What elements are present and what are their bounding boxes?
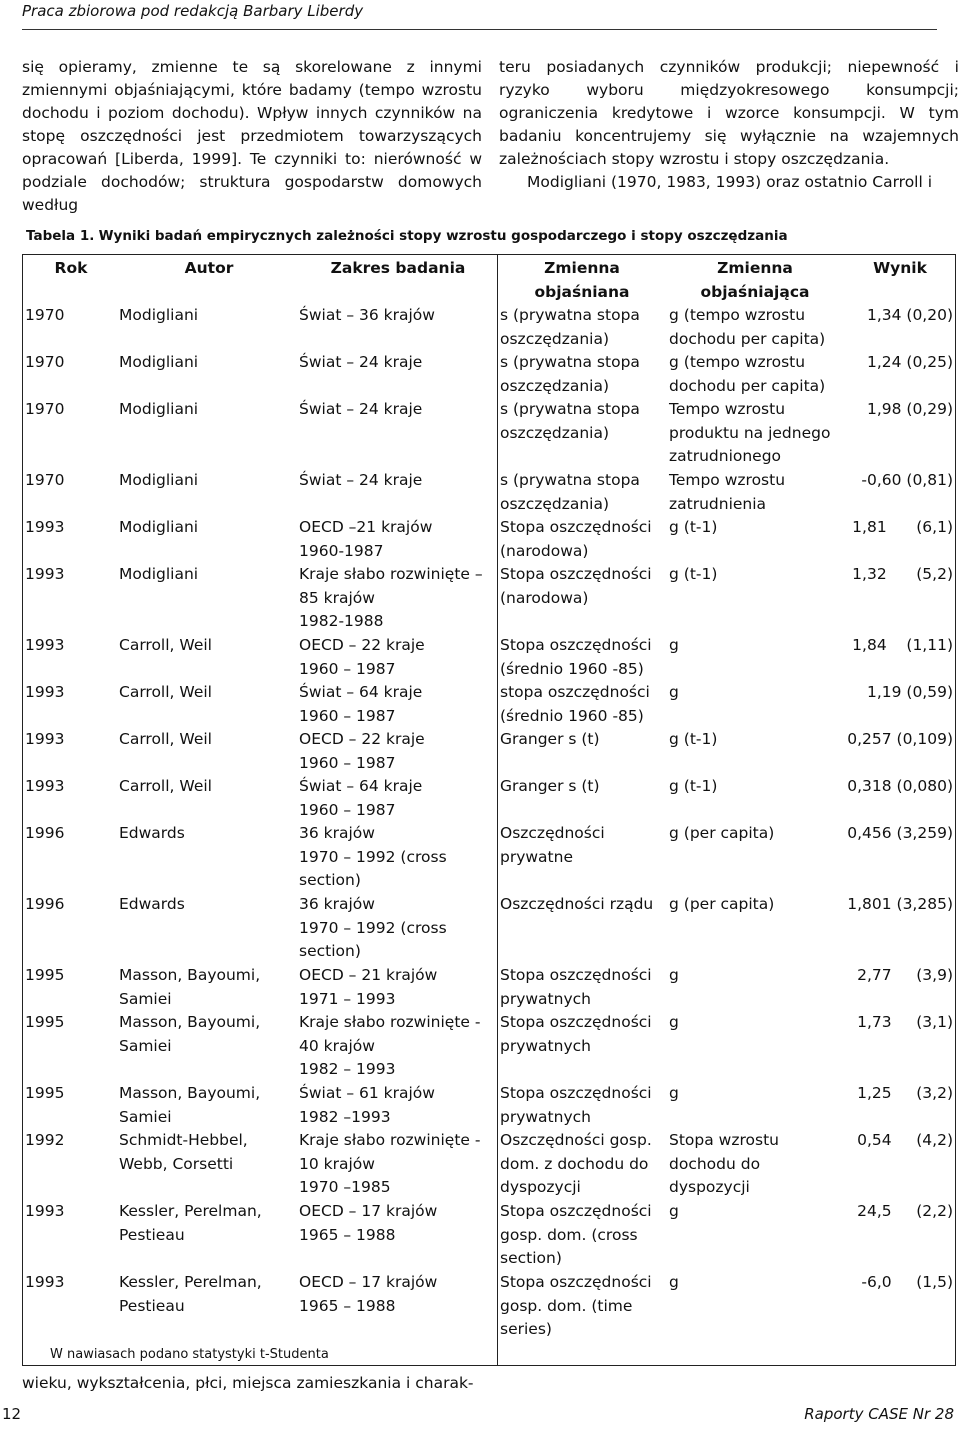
table-row (23, 1129, 957, 1200)
header-wynik: Wynik (873, 259, 927, 277)
cell-autor: Modigliani (119, 400, 199, 418)
cell-zmienna-objasniajaca: g (669, 966, 679, 984)
table-row (23, 775, 957, 822)
cell-rok: 1993 (25, 518, 65, 536)
cell-zakres: Świat – 61 krajów 1982 –1993 (299, 1084, 435, 1126)
cell-autor: Modigliani (119, 471, 199, 489)
cell-zakres: Świat – 24 kraje (299, 353, 423, 371)
publication-name: Raporty CASE Nr 28 (804, 1405, 954, 1423)
cell-zakres: Świat – 64 kraje 1960 – 1987 (299, 777, 423, 819)
cell-autor: Modigliani (119, 306, 199, 324)
cell-wynik: 1,34 (0,20) (866, 306, 953, 324)
cell-zakres: OECD –21 krajów 1960-1987 (299, 518, 433, 560)
cell-autor: Carroll, Weil (119, 730, 212, 748)
table-row (23, 728, 957, 775)
cell-rok: 1993 (25, 777, 65, 795)
cell-autor: Masson, Bayoumi, Samiei (119, 1084, 261, 1126)
cell-rok: 1993 (25, 636, 65, 654)
cell-autor: Kessler, Perelman, Pestieau (119, 1273, 262, 1315)
cell-zmienna-objasniana: Oszczędności rządu (500, 895, 654, 913)
cell-rok: 1993 (25, 565, 65, 583)
table-row (23, 469, 957, 516)
cell-zmienna-objasniana: s (prywatna stopa oszczędzania) (500, 306, 640, 348)
cell-rok: 1992 (25, 1131, 65, 1149)
cell-zakres: OECD – 22 kraje 1960 – 1987 (299, 636, 425, 678)
cell-rok: 1970 (25, 353, 65, 371)
cell-zmienna-objasniajaca: g (per capita) (669, 895, 775, 913)
cell-wynik: 0,257 (0,109) (847, 730, 953, 748)
cell-rok: 1993 (25, 1202, 65, 1220)
table-row (23, 1271, 957, 1342)
running-header (22, 0, 937, 30)
cell-zmienna-objasniana: Stopa oszczędności (średnio 1960 -85) (500, 636, 652, 678)
header-zmienna-objasniana: Zmienna objaśniana (534, 259, 630, 301)
cell-rok: 1995 (25, 1013, 65, 1031)
table-row (23, 634, 957, 681)
cell-zakres: OECD – 17 krajów 1965 – 1988 (299, 1273, 438, 1315)
cell-zmienna-objasniajaca: g (tempo wzrostu dochodu per capita) (669, 353, 826, 395)
cell-zmienna-objasniana: Oszczędności gosp. dom. z dochodu do dyspozycji (500, 1131, 652, 1196)
table-row (23, 1011, 957, 1082)
cell-rok: 1996 (25, 824, 65, 842)
table-row (23, 964, 957, 1011)
cell-rok: 1970 (25, 306, 65, 324)
left-column-text (22, 56, 482, 217)
cell-autor: Kessler, Perelman, Pestieau (119, 1202, 262, 1244)
cell-autor: Modigliani (119, 353, 199, 371)
table-row (23, 681, 957, 728)
cell-zakres: Świat – 24 kraje (299, 400, 423, 418)
table-body (23, 304, 957, 1342)
cell-rok: 1993 (25, 683, 65, 701)
cell-autor: Modigliani (119, 565, 199, 583)
cell-wynik: 1,19 (0,59) (866, 683, 953, 701)
table-row (23, 822, 957, 893)
cell-rok: 1970 (25, 400, 65, 418)
cell-wynik: 1,73 (3,1) (857, 1013, 953, 1031)
left-paragraph: się opieramy, zmienne te są skorelowane z innymi zmiennymi objaśniającymi, które badamy (tempo wzrostu dochodu i poziom dochodu). Wpływ innych czynników na stopę oszczędności jest przedmiotem towarzyszących opracowań [Liberda, 1999]. Te czynniki to: nierówność w podziale dochodów; struktura gospodarstw domowych według (22, 58, 482, 214)
cell-rok: 1970 (25, 471, 65, 489)
cell-zmienna-objasniana: Stopa oszczędności prywatnych (500, 1013, 652, 1055)
cell-zmienna-objasniajaca: g (per capita) (669, 824, 775, 842)
table-row (23, 351, 957, 398)
header-title: Praca zbiorowa pod redakcją Barbary Liberdy (22, 2, 364, 20)
cell-zmienna-objasniana: Stopa oszczędności prywatnych (500, 1084, 652, 1126)
cell-zakres: Kraje słabo rozwinięte - 10 krajów 1970 –1985 (299, 1131, 481, 1196)
cell-wynik: 1,84 (1,11) (852, 636, 953, 654)
right-paragraph-2: Modigliani (1970, 1983, 1993) oraz ostatnio Carroll i (527, 173, 933, 191)
cell-zmienna-objasniajaca: g (t-1) (669, 565, 718, 583)
cell-autor: Edwards (119, 824, 185, 842)
cell-wynik: 0,54 (4,2) (857, 1131, 953, 1149)
cell-autor: Masson, Bayoumi, Samiei (119, 966, 261, 1008)
cell-wynik: 1,25 (3,2) (857, 1084, 953, 1102)
cell-zmienna-objasniajaca: g (669, 1084, 679, 1102)
cell-zmienna-objasniana: s (prywatna stopa oszczędzania) (500, 353, 640, 395)
cell-rok: 1996 (25, 895, 65, 913)
cell-zakres: Kraje słabo rozwinięte – 85 krajów 1982-1988 (299, 565, 483, 630)
cell-zmienna-objasniajaca: g (669, 1013, 679, 1031)
cell-wynik: 1,32 (5,2) (852, 565, 953, 583)
cell-wynik: 1,81 (6,1) (852, 518, 953, 536)
cell-zmienna-objasniajaca: g (t-1) (669, 730, 718, 748)
cell-zmienna-objasniana: Granger s (t) (500, 730, 600, 748)
cell-zmienna-objasniajaca: Stopa wzrostu dochodu do dyspozycji (669, 1131, 779, 1196)
cell-zmienna-objasniana: Stopa oszczędności prywatnych (500, 966, 652, 1008)
cell-autor: Carroll, Weil (119, 777, 212, 795)
table-row (23, 893, 957, 964)
cell-zmienna-objasniajaca: g (tempo wzrostu dochodu per capita) (669, 306, 826, 348)
bottom-text: wieku, wykształcenia, płci, miejsca zamieszkania i charak- (22, 1374, 474, 1392)
cell-zmienna-objasniana: stopa oszczędności (średnio 1960 -85) (500, 683, 650, 725)
cell-rok: 1993 (25, 1273, 65, 1291)
table-row (23, 1082, 957, 1129)
cell-zmienna-objasniana: Stopa oszczędności (narodowa) (500, 518, 652, 560)
table-row (23, 1200, 957, 1271)
cell-zmienna-objasniajaca: g (t-1) (669, 518, 718, 536)
cell-zakres: Kraje słabo rozwinięte - 40 krajów 1982 – 1993 (299, 1013, 481, 1078)
cell-wynik: 24,5 (2,2) (857, 1202, 953, 1220)
cell-zmienna-objasniana: Stopa oszczędności (narodowa) (500, 565, 652, 607)
cell-zakres: 36 krajów 1970 – 1992 (cross section) (299, 824, 447, 889)
cell-rok: 1995 (25, 1084, 65, 1102)
page-number: 12 (2, 1405, 22, 1423)
cell-zmienna-objasniana: s (prywatna stopa oszczędzania) (500, 471, 640, 513)
cell-zmienna-objasniajaca: g (669, 1202, 679, 1220)
table-row (23, 563, 957, 634)
cell-rok: 1993 (25, 730, 65, 748)
cell-autor: Masson, Bayoumi, Samiei (119, 1013, 261, 1055)
cell-wynik: 1,801 (3,285) (847, 895, 953, 913)
cell-wynik: 1,98 (0,29) (866, 400, 953, 418)
results-table (22, 254, 956, 1366)
cell-zakres: OECD – 17 krajów 1965 – 1988 (299, 1202, 438, 1244)
header-rok: Rok (54, 259, 88, 277)
table-row (23, 304, 957, 351)
cell-wynik: 0,318 (0,080) (847, 777, 953, 795)
cell-wynik: 1,24 (0,25) (866, 353, 953, 371)
cell-zmienna-objasniajaca: Tempo wzrostu zatrudnienia (669, 471, 786, 513)
cell-zmienna-objasniajaca: g (669, 636, 679, 654)
cell-zmienna-objasniana: Stopa oszczędności gosp. dom. (cross section) (500, 1202, 652, 1267)
header-autor: Autor (184, 259, 234, 277)
cell-zmienna-objasniana: Oszczędności prywatne (500, 824, 605, 866)
cell-zakres: OECD – 21 krajów 1971 – 1993 (299, 966, 438, 1008)
cell-rok: 1995 (25, 966, 65, 984)
cell-zakres: Świat – 64 kraje 1960 – 1987 (299, 683, 423, 725)
cell-autor: Modigliani (119, 518, 199, 536)
cell-autor: Carroll, Weil (119, 636, 212, 654)
cell-zakres: OECD – 22 kraje 1960 – 1987 (299, 730, 425, 772)
cell-zmienna-objasniajaca: g (669, 683, 679, 701)
cell-zmienna-objasniajaca: Tempo wzrostu produktu na jednego zatrudnionego (669, 400, 831, 465)
right-column-text (499, 56, 959, 194)
table-caption-number: Tabela 1. (26, 228, 95, 244)
cell-zakres: 36 krajów 1970 – 1992 (cross section) (299, 895, 447, 960)
cell-wynik: -6,0 (1,5) (861, 1273, 953, 1291)
header-zmienna-objasniajaca: Zmienna objaśniająca (700, 259, 810, 301)
table-row (23, 398, 957, 469)
cell-zmienna-objasniana: s (prywatna stopa oszczędzania) (500, 400, 640, 442)
cell-zmienna-objasniajaca: g (669, 1273, 679, 1291)
cell-autor: Carroll, Weil (119, 683, 212, 701)
header-zakres: Zakres badania (330, 259, 466, 277)
table-row (23, 516, 957, 563)
cell-zmienna-objasniana: Stopa oszczędności gosp. dom. (time series) (500, 1273, 652, 1338)
cell-zmienna-objasniana: Granger s (t) (500, 777, 600, 795)
table-caption-text: Wyniki badań empirycznych zależności stopy wzrostu gospodarczego i stopy oszczędzania (98, 228, 788, 244)
table-footnote: W nawiasach podano statystyki t-Studenta (50, 1347, 329, 1362)
results-table-grid (23, 255, 957, 1342)
cell-autor: Schmidt-Hebbel, Webb, Corsetti (119, 1131, 248, 1173)
cell-autor: Edwards (119, 895, 185, 913)
cell-zmienna-objasniajaca: g (t-1) (669, 777, 718, 795)
right-paragraph-1: teru posiadanych czynników produkcji; niepewność i ryzyko wyboru międzyokresowego konsumpcji; ograniczenia kredytowe i wzorce konsumpcji. W tym badaniu koncentrujemy się wyłącznie na wzajemnych zależnościach stopy wzrostu i stopy oszczędzania. (499, 58, 959, 168)
cell-wynik: 2,77 (3,9) (857, 966, 953, 984)
cell-wynik: 0,456 (3,259) (847, 824, 953, 842)
table-header-row (23, 255, 957, 304)
cell-zakres: Świat – 24 kraje (299, 471, 423, 489)
table-caption (26, 228, 788, 244)
cell-zakres: Świat – 36 krajów (299, 306, 435, 324)
cell-wynik: -0,60 (0,81) (861, 471, 953, 489)
